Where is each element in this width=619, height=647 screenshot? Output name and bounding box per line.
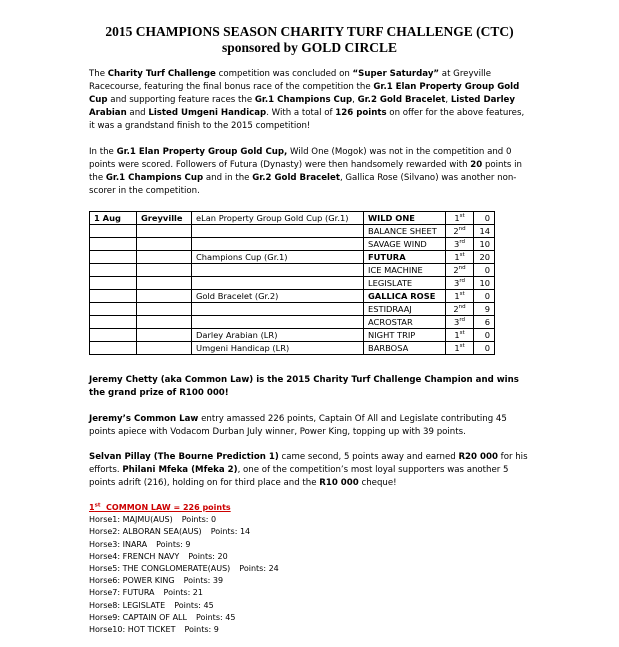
text-run: The [89,69,108,79]
venue-cell [137,290,192,303]
text-run: Charity Turf Challenge [107,69,216,79]
text-run: “Super Saturday” [352,69,440,79]
text-run: , [445,95,451,105]
race-cell: eLan Property Group Gold Cup (Gr.1) [192,212,364,225]
text-run: at Greyville Racecourse, featuring the final bonus race of the competition the [89,69,492,92]
race-cell [192,316,364,329]
horse-cell: FUTURA [364,251,446,264]
race-cell [192,303,364,316]
table-row [90,303,495,316]
text-run: came second, 5 points away and earned [278,452,459,462]
venue-cell [137,342,192,355]
race-cell [192,264,364,277]
points-cell: 20 [474,251,495,264]
venue-cell [137,251,192,264]
race-cell [192,238,364,251]
table-row [90,277,495,290]
text-run: Jeremy Chetty (aka Common Law) is the 2015 Charity Turf Challenge Champion and wins the grand prize of R100 000! [89,375,519,398]
text-run: Gr.1 Champions Cup [254,95,353,105]
race-cell: Umgeni Handicap (LR) [192,342,364,355]
date-cell [90,251,137,264]
horse-cell: BALANCE SHEET [364,225,446,238]
position-cell: 3rd [446,316,474,329]
race-results-table [89,211,495,355]
list-item: Horse6: POWER KING Points: 39 [89,576,224,586]
text-run: Philani Mfeka (Mfeka 2) [122,465,238,475]
horse-cell: NIGHT TRIP [364,329,446,342]
intro-paragraph [89,68,529,133]
text-run: and supporting feature races the [107,95,255,105]
race-cell [192,277,364,290]
position-cell: 1st [446,212,474,225]
text-run: Gr.2 Gold Bracelet [357,95,446,105]
points-cell: 0 [474,290,495,303]
text-run: cheque! [358,478,397,488]
date-cell [90,329,137,342]
venue-cell [137,316,192,329]
position-cell: 3rd [446,238,474,251]
horse-cell: GALLICA ROSE [364,290,446,303]
venue-cell [137,277,192,290]
winner-list-heading: 1st COMMON LAW = 226 points [89,502,231,512]
text-run: Gr.1 Elan Property Group Gold Cup, [116,147,288,157]
text-run: points in the [89,160,522,183]
text-run: Gr.1 Champions Cup [105,173,204,183]
horse-cell: ESTIDRAAJ [364,303,446,316]
date-cell [90,225,137,238]
text-run: . With a total of [266,108,336,118]
list-item: Horse8: LEGISLATE Points: 45 [89,600,214,610]
text-run: R20 000 [458,452,498,462]
champion-announcement [89,374,529,400]
text-run: 126 points [335,108,387,118]
position-cell: 2nd [446,225,474,238]
table-row [90,225,495,238]
table-row [90,251,495,264]
horse-cell: ICE MACHINE [364,264,446,277]
table-row [90,316,495,329]
date-cell [90,290,137,303]
venue-cell [137,303,192,316]
horse-cell: ACROSTAR [364,316,446,329]
position-cell: 1st [446,290,474,303]
table-row [90,238,495,251]
text-run: entry amassed 226 points, Captain Of All and Legislate contributing 45 points apiece with Vodacom Durban July winner, Power King, topping up with 39 points. [89,414,507,437]
list-item: Horse7: FUTURA Points: 21 [89,588,203,598]
horse-cell: BARBOSA [364,342,446,355]
list-item: Horse3: INARA Points: 9 [89,539,191,549]
venue-cell [137,238,192,251]
text-run: on offer for the above features, it was a grandstand finish to the 2015 competition! [89,108,525,131]
list-item: Horse5: THE CONGLOMERATE(AUS) Points: 24 [89,564,279,574]
champion-details-paragraph [89,413,529,439]
winner-horse-list [89,502,279,636]
table-row [90,212,495,225]
text-run: In the [89,147,117,157]
date-cell [90,342,137,355]
position-cell: 1st [446,342,474,355]
document-subtitle: sponsored by GOLD CIRCLE [222,40,397,55]
text-run: , one of the competition’s most loyal supporters was another 5 points adrift (216), holding on for third place and the [89,465,509,488]
venue-cell [137,225,192,238]
document-title: 2015 CHAMPIONS SEASON CHARITY TURF CHALLENGE (CTC) [105,24,514,39]
text-run: Listed Umgeni Handicap [148,108,267,118]
points-cell: 9 [474,303,495,316]
table-row [90,329,495,342]
gold-cup-paragraph [89,146,529,198]
position-cell: 2nd [446,264,474,277]
position-cell: 3rd [446,277,474,290]
text-run: , Gallica Rose (Silvano) was another non-scorer in the competition. [89,173,517,196]
points-cell: 6 [474,316,495,329]
race-cell: Gold Bracelet (Gr.2) [192,290,364,303]
race-cell: Darley Arabian (LR) [192,329,364,342]
table-row [90,264,495,277]
text-run: Selvan Pillay (The Bourne Prediction 1) [89,452,279,462]
position-cell: 1st [446,329,474,342]
race-cell [192,225,364,238]
horse-cell: LEGISLATE [364,277,446,290]
text-run: Jeremy’s Common Law [89,414,199,424]
date-cell [90,303,137,316]
venue-cell [137,264,192,277]
list-item: Horse9: CAPTAIN OF ALL Points: 45 [89,612,236,622]
text-run: , [352,95,358,105]
points-cell: 0 [474,329,495,342]
text-run: for his efforts. [89,452,528,475]
race-cell: Champions Cup (Gr.1) [192,251,364,264]
text-run: Gr.1 Elan Property Group Gold Cup [89,82,520,105]
text-run: competition was concluded on [215,69,353,79]
text-run: 20 [470,160,483,170]
date-cell [90,238,137,251]
position-cell: 2nd [446,303,474,316]
runners-up-paragraph [89,451,529,490]
text-run: Listed Darley Arabian [89,95,515,118]
text-run: and [126,108,149,118]
text-run: and in the [203,173,253,183]
horse-cell: SAVAGE WIND [364,238,446,251]
table-row [90,342,495,355]
list-item: Horse2: ALBORAN SEA(AUS) Points: 14 [89,527,251,537]
list-item: Horse10: HOT TICKET Points: 9 [89,625,219,635]
text-run: Wild One (Mogok) was not in the competition and 0 points were scored. Followers of Futura (Dynasty) were then handsomely rewarded with [89,147,512,170]
points-cell: 0 [474,342,495,355]
position-cell: 1st [446,251,474,264]
text-run: Gr.2 Gold Bracelet [252,173,340,183]
text-run: R10 000 [319,478,359,488]
date-cell: 1 Aug [90,212,137,225]
venue-cell [137,329,192,342]
points-cell: 10 [474,277,495,290]
date-cell [90,316,137,329]
points-cell: 0 [474,212,495,225]
points-cell: 14 [474,225,495,238]
date-cell [90,264,137,277]
table-row [90,290,495,303]
venue-cell: Greyville [137,212,192,225]
horse-cell: WILD ONE [364,212,446,225]
list-item: Horse4: FRENCH NAVY Points: 20 [89,551,228,561]
list-item: Horse1: MAJMU(AUS) Points: 0 [89,515,217,525]
points-cell: 0 [474,264,495,277]
points-cell: 10 [474,238,495,251]
date-cell [90,277,137,290]
